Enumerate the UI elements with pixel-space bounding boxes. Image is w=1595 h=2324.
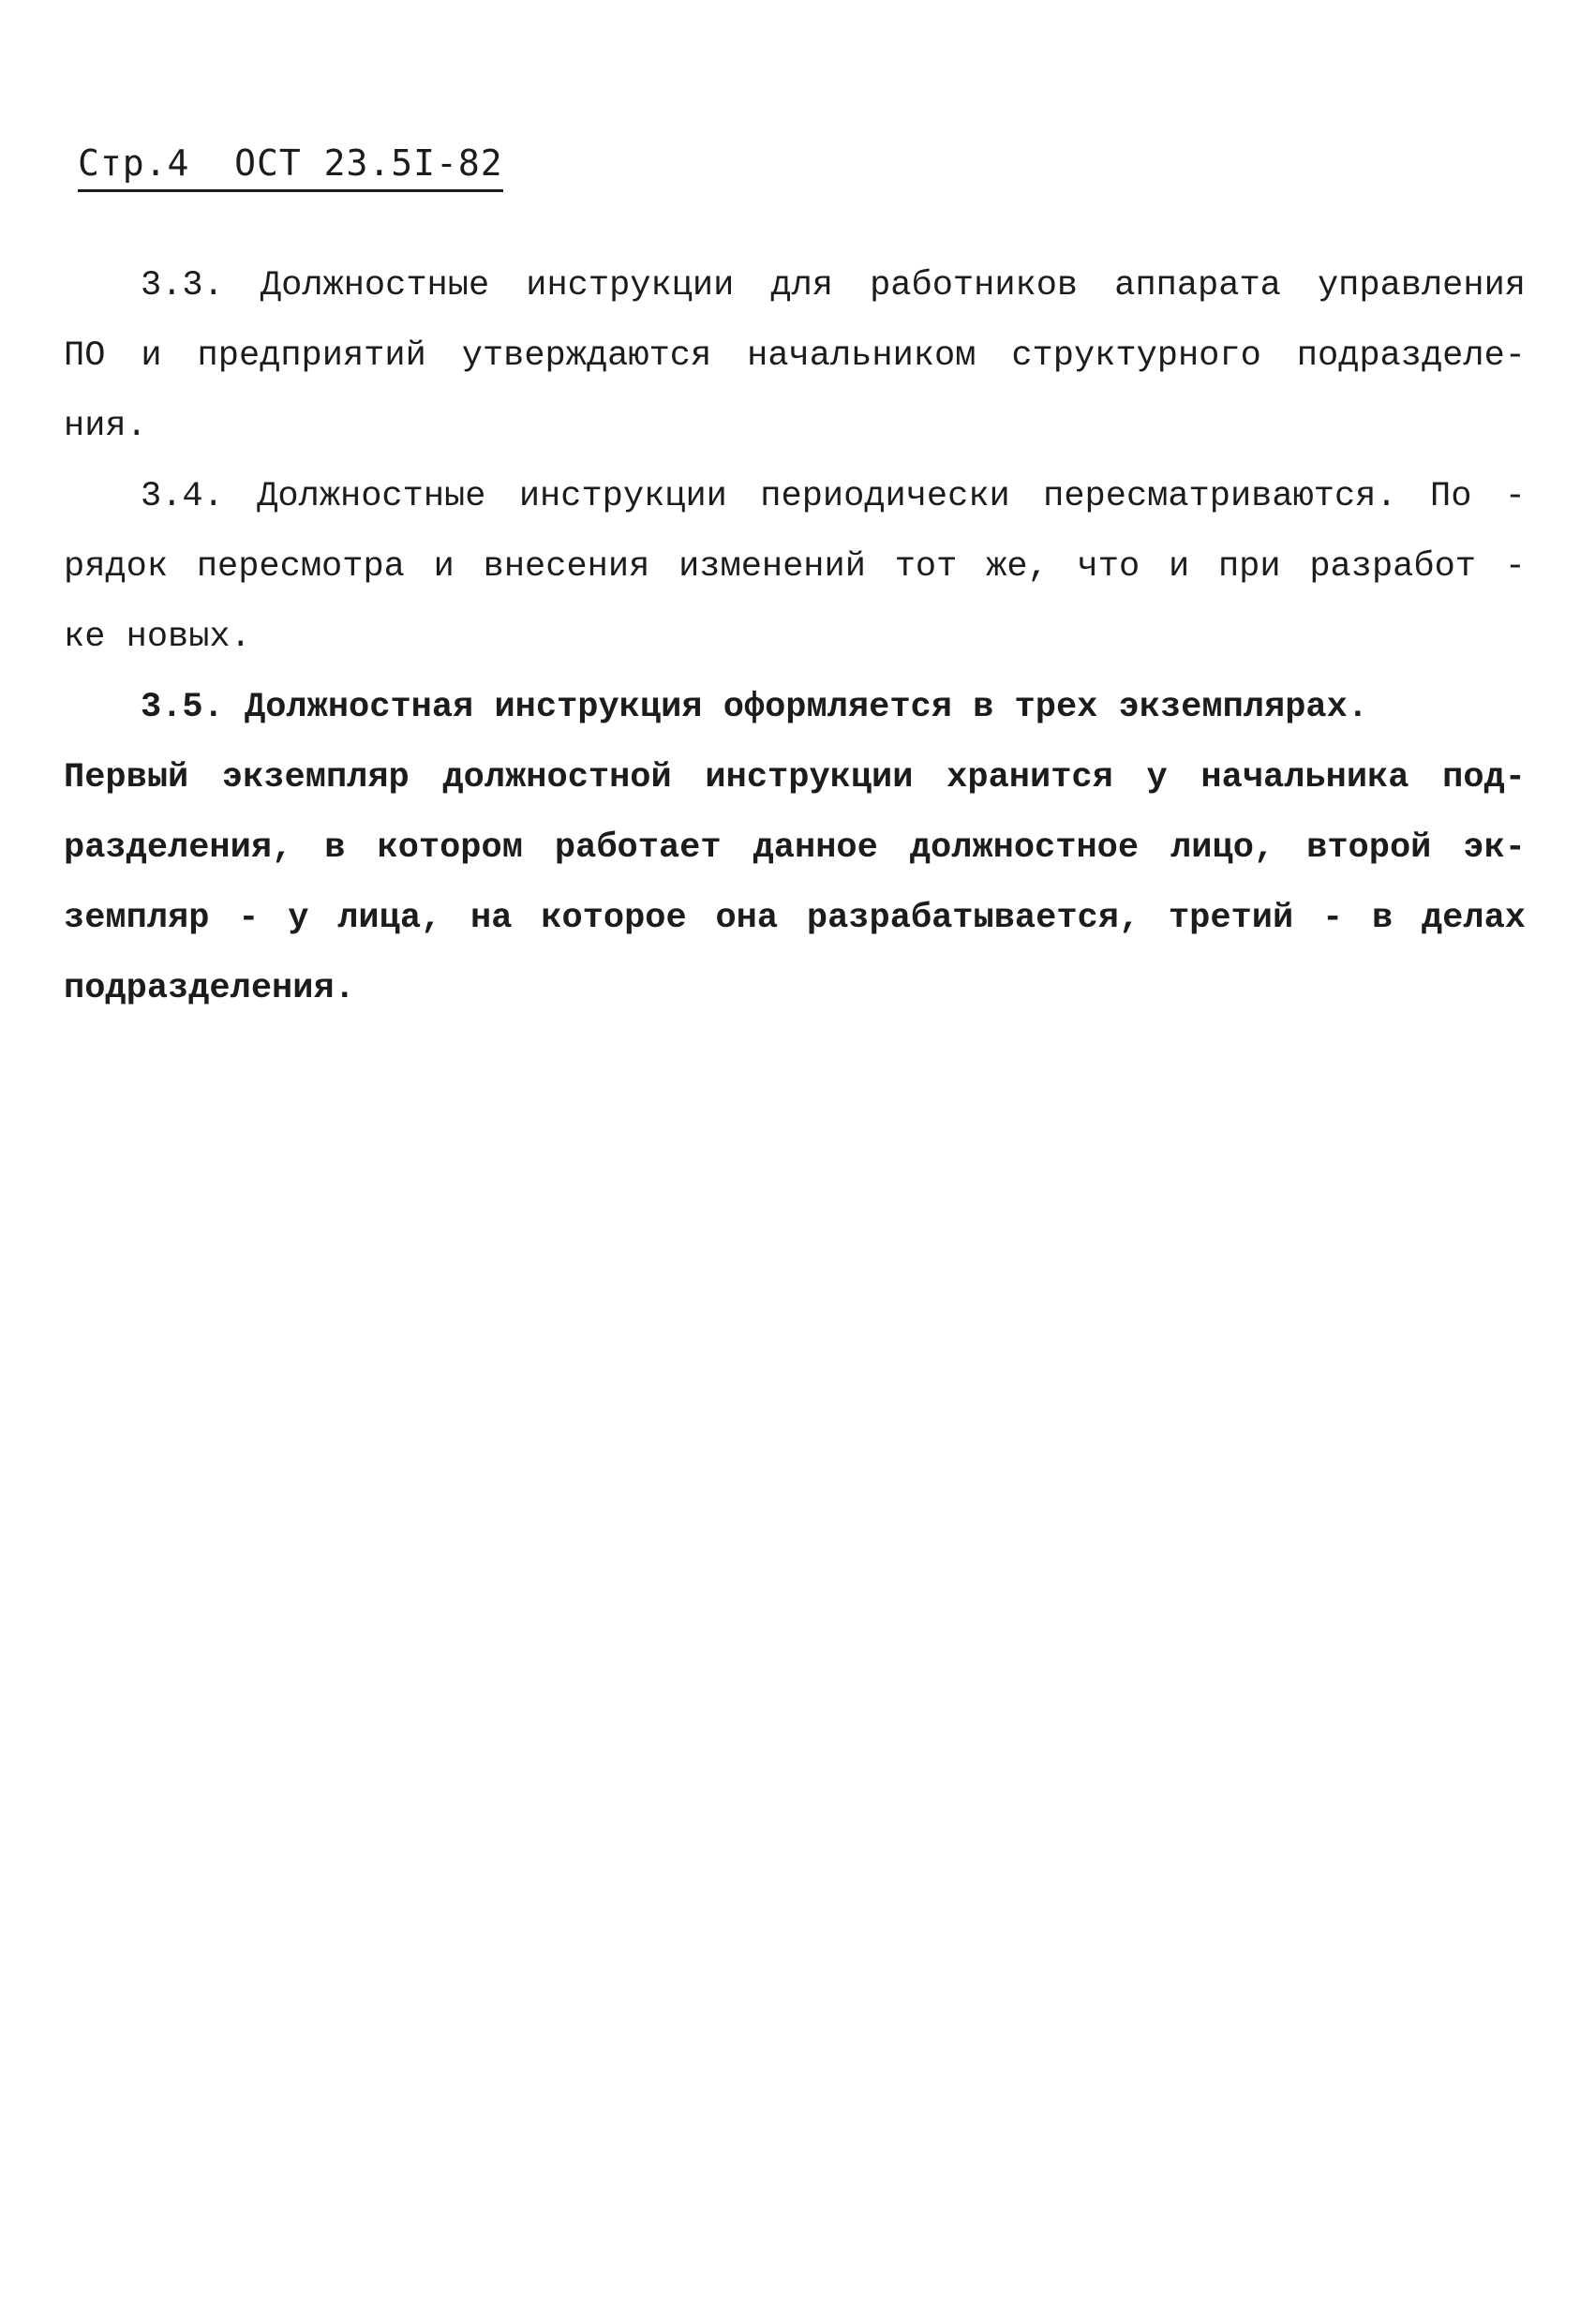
text-line: земпляр - у лица, на которое она разрабатывается, третий - в делах xyxy=(64,899,1526,938)
text-line: ния. xyxy=(64,407,147,446)
text-line: ПО и предприятий утверждаются начальником структурного подразделе- xyxy=(64,336,1526,376)
text-line: 3.4. Должностные инструкции периодически пересматриваются. По - xyxy=(141,477,1526,516)
text-line: Первый экземпляр должностной инструкции хранится у начальника под- xyxy=(64,758,1526,797)
text-line: 3.3. Должностные инструкции для работников аппарата управления xyxy=(141,266,1526,305)
text-line: ке новых. xyxy=(64,618,251,657)
paragraph-3-3 xyxy=(64,251,1526,462)
text-line: подразделения. xyxy=(64,969,355,1008)
page-header: Стр.4 ОСТ 23.5І-82 xyxy=(78,139,503,192)
paragraph-3-4 xyxy=(64,462,1526,673)
text-line: рядок пересмотра и внесения изменений тот же, что и при разработ - xyxy=(64,547,1526,587)
paragraph-3-5 xyxy=(64,673,1526,1024)
text-line: 3.5. Должностная инструкция оформляется в трех экземплярах. xyxy=(141,688,1369,727)
document-body xyxy=(64,251,1526,1024)
text-line: разделения, в котором работает данное должностное лицо, второй эк- xyxy=(64,828,1526,868)
